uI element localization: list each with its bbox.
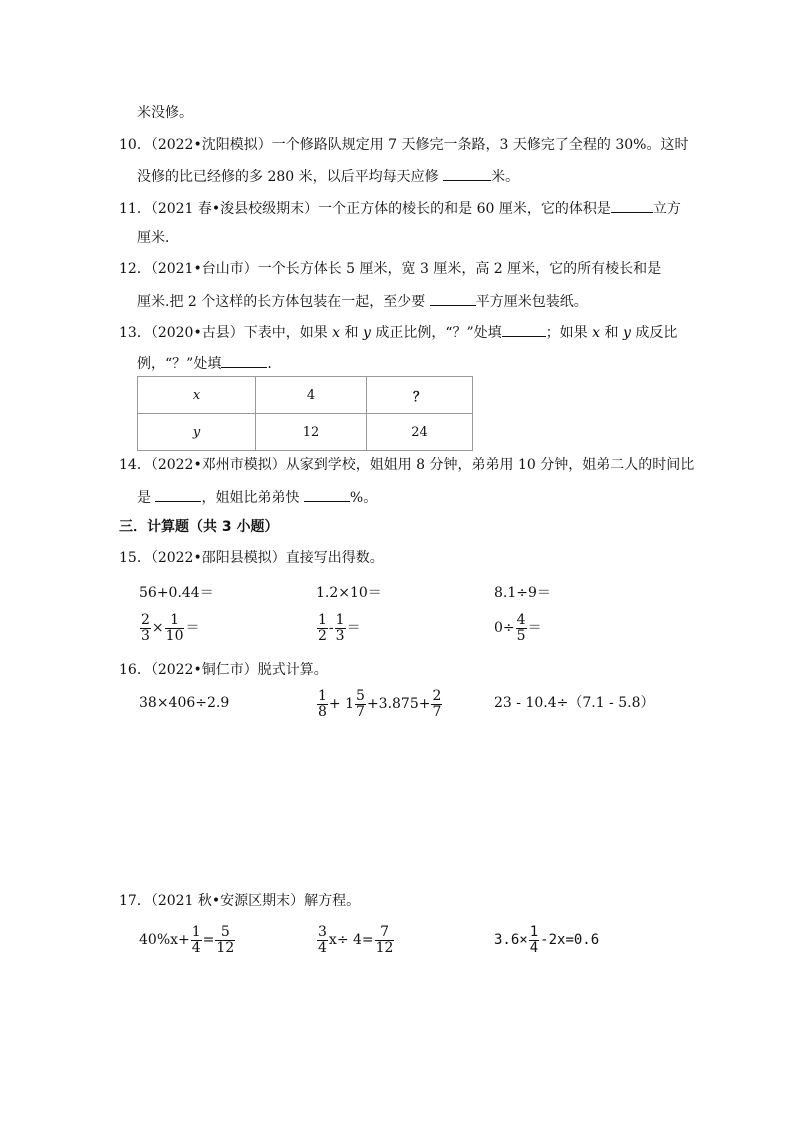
fraction: $\frac{5}{12}$ <box>216 923 235 956</box>
question-source: （2021•台山市） <box>150 261 258 277</box>
operator: × <box>151 620 164 636</box>
question-text: 成反比 <box>635 325 678 341</box>
variable-y: y <box>622 325 631 341</box>
answer-blank[interactable] <box>502 322 546 337</box>
answer-blank[interactable] <box>155 487 201 502</box>
expression <box>139 610 199 646</box>
question-14-line2 <box>137 487 377 507</box>
variable-x: x <box>332 325 341 341</box>
question-source: （2022•沈阳模拟） <box>150 137 272 153</box>
question-number: 11． <box>119 201 151 217</box>
fraction: $\frac{1}{3}$ <box>335 611 345 644</box>
question-number: 10． <box>119 137 151 153</box>
question-10-line2 <box>137 166 519 186</box>
fraction: $\frac{2}{7}$ <box>432 687 442 720</box>
expression <box>494 610 542 646</box>
question-number: 14． <box>119 457 151 473</box>
fraction: $\frac{1}{4}$ <box>191 923 201 956</box>
operator: ＝ <box>185 620 200 636</box>
question-text: 是 <box>137 490 151 506</box>
question-text: 一个正方体的棱长的和是 60 厘米，它的体积是 <box>318 201 611 217</box>
operator: x÷ 4= <box>328 932 374 948</box>
question-14-line1 <box>119 456 694 474</box>
answer-blank[interactable] <box>430 291 476 306</box>
question-10-line1 <box>119 136 688 154</box>
question-number: 13． <box>119 325 151 341</box>
question-source: （2021 秋•安源区期末） <box>150 893 305 909</box>
table-cell: 12 <box>256 414 367 451</box>
operator: 0÷ <box>494 620 515 636</box>
question-text: 一个长方体长 5 厘米，宽 3 厘米，高 2 厘米，它的所有棱长和是 <box>257 261 662 277</box>
operator: = <box>202 932 215 948</box>
fraction: $\frac{1}{2}$ <box>318 611 327 644</box>
question-text: 一个修路队规定用 7 天修完一条路，3 天修完了全程的 30%。这时 <box>271 137 689 153</box>
question-text: 例，“？”处填 <box>137 356 222 372</box>
unit-text: 平方厘米包装纸。 <box>475 294 588 310</box>
question-text: 从家到学校，姐姐用 8 分钟，弟弟用 10 分钟，姐弟二人的时间比 <box>285 457 695 473</box>
table-cell: 24 <box>367 414 473 451</box>
fraction: $\frac{2}{3}$ <box>141 611 150 644</box>
question-source: （2022•铜仁市） <box>150 662 258 678</box>
operator: ＝ <box>527 620 542 636</box>
equation <box>139 922 236 958</box>
answer-blank[interactable] <box>443 166 491 181</box>
operator: + 1 <box>328 696 355 712</box>
expression <box>316 686 443 722</box>
answer-blank[interactable] <box>304 487 350 502</box>
q9-tail: 米没修。 <box>137 105 193 121</box>
question-text: 没修的比已经修的多 280 米，以后平均每天应修 <box>137 169 439 185</box>
question-number: 17． <box>119 893 151 909</box>
question-text: 解方程。 <box>304 893 361 909</box>
table-row <box>138 414 473 451</box>
question-source: （2022•邓州市模拟） <box>150 457 286 473</box>
table-cell: ？ <box>367 377 473 414</box>
answer-blank[interactable] <box>221 353 267 368</box>
unit-text: 米。 <box>491 169 520 185</box>
question-text: 和 <box>604 325 619 341</box>
variable-x: x <box>592 325 601 341</box>
section-heading: 三．计算题（共 3 小题） <box>119 519 279 535</box>
question-text: 下表中，如果 <box>243 325 328 341</box>
question-text: 厘米.把 2 个这样的长方体包装在一起，至少要 <box>137 294 426 310</box>
operator: ＝ <box>346 620 361 636</box>
fraction: $\frac{4}{5}$ <box>516 611 526 644</box>
expression: 23 - 10.4÷（7.1 - 5.8） <box>494 695 655 711</box>
fraction: $\frac{1}{4}$ <box>529 923 539 956</box>
question-12-line2 <box>137 291 588 311</box>
question-12-line1 <box>119 260 661 278</box>
question-13-line1 <box>119 322 677 342</box>
operator: +3.875+ <box>366 696 431 712</box>
table-cell: y <box>138 414 256 451</box>
expression: 56+0.44＝ <box>139 585 214 601</box>
expression: 38×406÷2.9 <box>139 695 230 711</box>
fraction: $\frac{5}{7}$ <box>356 687 365 720</box>
question-text: ，姐姐比弟弟快 <box>201 490 300 506</box>
fraction: $\frac{1}{8}$ <box>318 687 327 720</box>
question-17 <box>119 892 360 910</box>
proportion-table <box>137 376 473 451</box>
equation <box>316 922 395 958</box>
table-cell: x <box>138 377 256 414</box>
unit-text: 立方 <box>652 201 681 217</box>
expression: 1.2×10＝ <box>316 585 382 601</box>
fraction: $\frac{3}{4}$ <box>318 923 327 956</box>
question-11-line1 <box>119 198 681 218</box>
question-number: 12． <box>119 261 151 277</box>
question-number: 16． <box>119 662 151 678</box>
fraction: $\frac{7}{12}$ <box>375 923 394 956</box>
question-11-line2: 厘米． <box>137 230 179 246</box>
question-text: 成正比例，“？”处填 <box>375 325 502 341</box>
question-13-line2 <box>137 353 272 373</box>
fraction: $\frac{1}{10}$ <box>165 611 184 644</box>
variable-y: y <box>362 325 371 341</box>
operator: 40%x+ <box>139 932 190 948</box>
question-text: 直接写出得数。 <box>285 550 384 566</box>
equation <box>494 922 599 958</box>
question-text: ；如果 <box>545 325 588 341</box>
question-source: （2020•古县） <box>150 325 244 341</box>
table-cell: 4 <box>256 377 367 414</box>
expression <box>316 610 361 646</box>
answer-blank[interactable] <box>611 198 653 213</box>
question-number: 15． <box>119 550 151 566</box>
question-text: 脱式计算。 <box>257 662 328 678</box>
operator: - <box>328 620 334 636</box>
question-text: 和 <box>344 325 359 341</box>
question-source: （2022•邵阳县模拟） <box>150 550 286 566</box>
question-16 <box>119 661 328 679</box>
operator: 3.6× <box>494 932 528 948</box>
question-text: . <box>267 356 272 372</box>
question-source: （2021 春•浚县校级期末） <box>150 201 319 217</box>
question-text: %。 <box>349 490 378 506</box>
expression: 8.1÷9＝ <box>494 585 551 601</box>
table-row <box>138 377 473 414</box>
operator: -2x=0.6 <box>540 932 600 948</box>
question-15 <box>119 549 384 567</box>
